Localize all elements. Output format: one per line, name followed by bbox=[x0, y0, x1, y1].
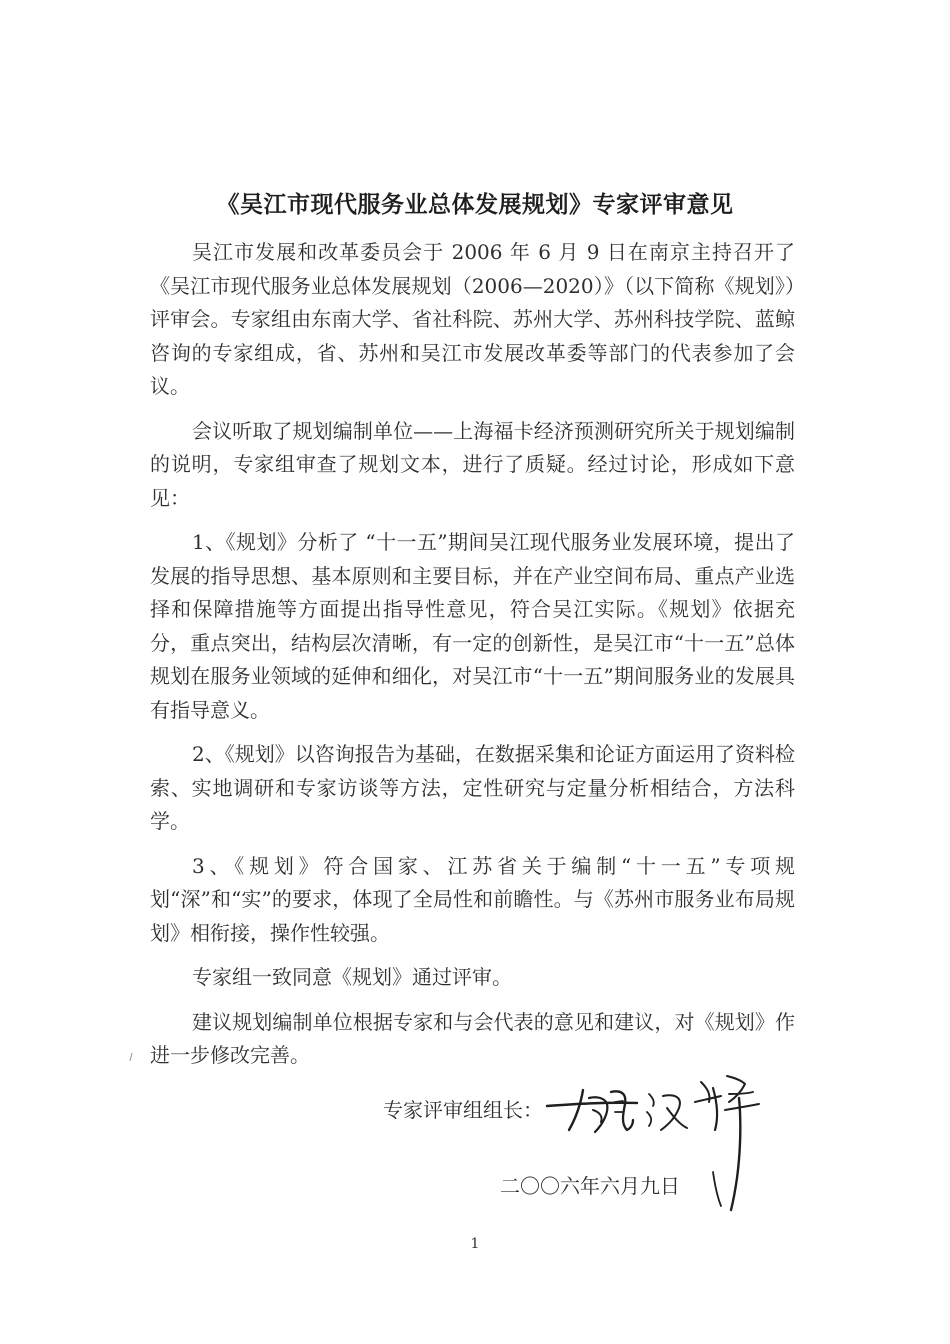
paragraph-opinion-3: 3、《规划》符合国家、江苏省关于编制“十一五”专项规划“深”和“实”的要求，体现了全局性和前瞻性。与《苏州市服务业布局规划》相衔接，操作性较强。 bbox=[150, 853, 795, 945]
paragraph-meeting-process: 会议听取了规划编制单位——上海福卡经济预测研究所关于规划编制的说明，专家组审查了规划文本，进行了质疑。经过讨论，形成如下意见： bbox=[150, 418, 795, 510]
paragraph-opinion-2: 2、《规划》以咨询报告为基础，在数据采集和论证方面运用了资料检索、实地调研和专家访谈等方法，定性研究与定量分析相结合，方法科学。 bbox=[150, 742, 795, 833]
stray-ink-mark bbox=[128, 1052, 134, 1062]
signing-date: 二〇〇六年六月九日 bbox=[500, 1174, 680, 1198]
signature-label: 专家评审组组长： bbox=[383, 1098, 543, 1122]
paragraph-opinion-1: 1、《规划》分析了 “十一五”期间吴江现代服务业发展环境，提出了发展的指导思想、基本原则和主要目标，并在产业空间布局、重点产业选择和保障措施等方面提出指导性意见，符合吴江实际。《规划》依据充分，重点突出，结构层次清晰，有一定的创新性，是吴江市“十一五”总体规划在服务业领域的延伸和细化，对吴江市“十一五”期间服务业的发展具有指导意义。 bbox=[150, 530, 795, 722]
paragraph-meeting-intro: 吴江市发展和改革委员会于 2006 年 6 月 9 日在南京主持召开了《吴江市现代服务业总体发展规划（2006—2020）》（以下简称《规划》）评审会。专家组由东南大学、省社科院、苏州大学、苏州科技学院、蓝鲸咨询的专家组成，省、苏州和吴江市发展改革委等部门的代表参加了会议。 bbox=[150, 240, 795, 398]
page-number: 1 bbox=[470, 1236, 480, 1252]
paragraph-suggestion: 建议规划编制单位根据专家和与会代表的意见和建议，对《规划》作进一步修改完善。 bbox=[150, 1009, 795, 1067]
document-body bbox=[150, 236, 795, 1084]
paragraph-approval: 专家组一致同意《规划》通过评审。 bbox=[192, 965, 512, 989]
document-title: 《吴江市现代服务业总体发展规划》专家评审意见 bbox=[216, 192, 734, 218]
